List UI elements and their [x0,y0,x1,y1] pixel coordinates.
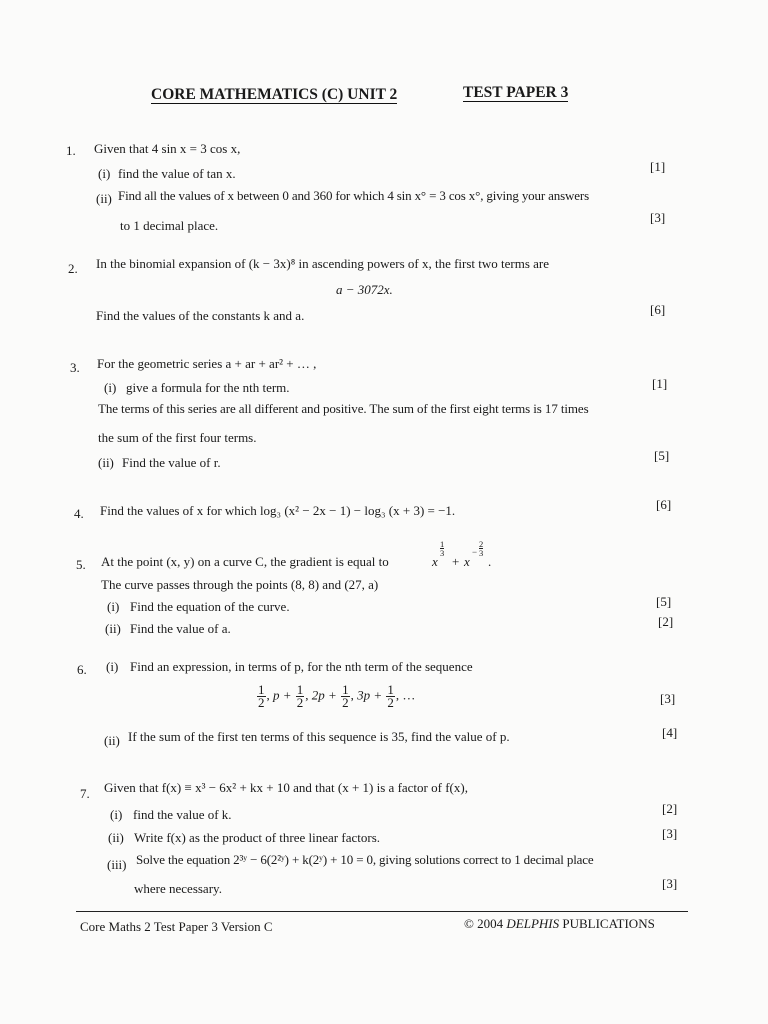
marks: [2] [662,801,678,816]
marks: [1] [652,376,668,391]
fraction-half: $\frac{1}{2}$ [296,682,304,710]
fraction-half: $\frac{1}{2}$ [387,682,394,710]
part-label: (ii) [104,733,120,748]
marks: [6] [650,302,666,317]
page-title [151,86,397,104]
gradient-base: x [432,554,438,569]
part-text: Find an expression, in terms of p, for the nth term of the sequence [130,659,473,674]
question-number: 6. [77,662,87,677]
marks: [3] [662,876,678,891]
gradient-exponent-2: 2 3 [479,539,484,558]
paper-text: TEST PAPER 3 [463,84,569,101]
part-label: (iii) [107,857,127,872]
term-4-prefix: 3p + [357,687,383,703]
title-text: CORE MATHEMATICS (C) UNIT 2 [151,86,398,103]
part-text: Find the equation of the curve. [130,599,290,614]
part-text: Write f(x) as the product of three linear factors. [134,830,381,845]
part-text: Find the value of r. [122,455,221,470]
part-label: (ii) [98,455,114,470]
part-text: If the sum of the first ten terms of this sequence is 35, find the value of p. [128,729,510,744]
copyright-text: © 2004 [464,916,504,931]
part-label: (ii) [108,830,124,845]
footer-rule [76,911,688,912]
term-3-prefix: 2p + [311,687,337,703]
part-continuation: to 1 decimal place. [120,218,219,233]
part-text: find the value of tan x. [118,166,236,181]
fraction-half: $\frac{1}{2}$ [342,682,349,710]
question-intro: For the geometric series a + ar + ar² + … , [97,356,317,371]
gradient-plus: + [452,554,460,569]
part-text: find the value of k. [133,807,232,822]
fraction-half: $\frac{1}{2}$ [258,682,265,710]
marks: [5] [656,594,672,609]
marks: [3] [662,826,678,841]
part-label: (i) [98,166,111,181]
part-text: Find all the values of x between 0 and 360 for which 4 sin x° = 3 cos x°, giving your answers [118,188,589,203]
footer-right [464,916,655,932]
question-number: 4. [74,506,84,521]
marks: [6] [656,497,672,512]
question-number: 3. [70,360,80,375]
gradient-base-2: x [464,554,470,569]
publisher-brand: DELPHIS [506,916,560,931]
marks: [2] [658,614,674,629]
part-continuation: where necessary. [134,881,222,896]
part-label: (i) [104,380,117,395]
marks: [3] [660,691,676,706]
term-2-prefix: p + [273,687,292,703]
sequence-display: $\frac{1}{2}$ , p + $\frac{1}{2}$ , 2p + $\frac{1}{2}$ , 3p + $\frac{1}{2}$ , … [258,682,416,710]
question-intro: At the point (x, y) on a curve C, the gradient is equal to [101,554,389,569]
question-intro: Given that f(x) ≡ x³ − 6x² + kx + 10 and that (x + 1) is a factor of f(x), [104,780,468,795]
part-label: (i) [110,807,123,822]
footer-left: Core Maths 2 Test Paper 3 Version C [80,919,273,934]
question-text: the sum of the first four terms. [98,430,257,445]
marks: [4] [662,725,678,740]
gradient-exponent-1: 1 3 [440,539,445,558]
part-text: give a formula for the nth term. [126,380,290,395]
paper-title [463,84,568,102]
marks: [5] [654,448,670,463]
gradient-minus: − [472,547,478,557]
question-text: Find the values of x for which log₃ (x² − 2x − 1) − log₃ (x + 3) = −1. [100,503,456,518]
marks: [1] [650,159,666,174]
question-intro: In the binomial expansion of (k − 3x)⁸ in ascending powers of x, the first two terms are [96,256,550,271]
part-text: Find the value of a. [130,621,231,636]
gradient-period: . [488,554,492,569]
part-label: (ii) [96,191,112,206]
marks: [3] [650,210,666,225]
question-text: Find the values of the constants k and a. [96,308,305,323]
question-text: The terms of this series are all different and positive. The sum of the first eight terms is 17 times [98,401,589,416]
question-number: 5. [76,557,86,572]
publisher-suffix: PUBLICATIONS [562,916,655,931]
question-number: 7. [80,786,90,801]
part-label: (i) [107,599,120,614]
part-label: (i) [106,659,119,674]
question-number: 2. [68,261,78,276]
display-expression: a − 3072x. [336,282,393,297]
part-label: (ii) [105,621,121,636]
question-text: The curve passes through the points (8, 8) and (27, a) [101,577,379,592]
question-intro: Given that 4 sin x = 3 cos x, [94,141,241,156]
question-number: 1. [66,143,76,158]
part-text: Solve the equation 2³ʸ − 6(2²ʸ) + k(2ʸ) + 10 = 0, giving solutions correct to 1 decimal place [136,852,594,867]
sequence-ellipsis: , … [395,687,416,703]
